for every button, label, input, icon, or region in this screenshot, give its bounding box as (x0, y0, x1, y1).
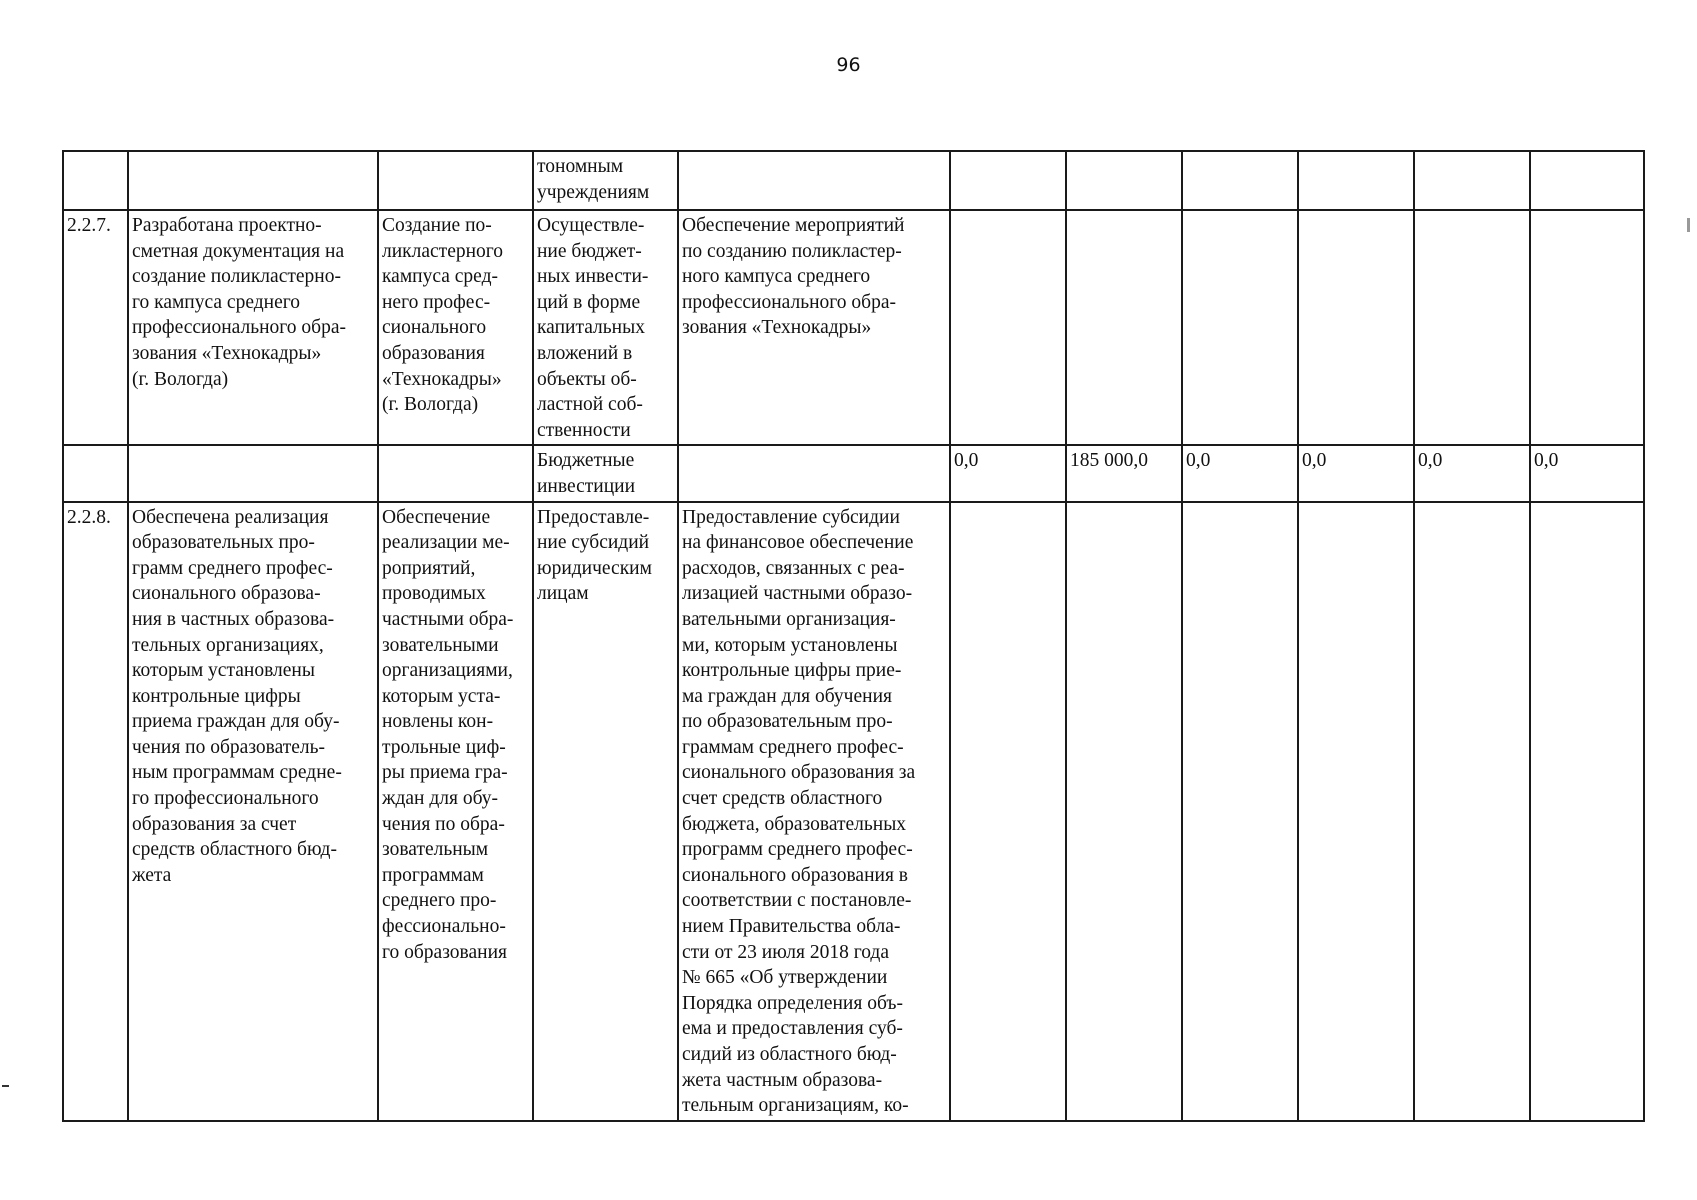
cell-direction: Осуществле- ние бюджет- ных инвести- ций в форме капитальных вложений в объекты об- ластной соб- ственности (533, 210, 678, 445)
cell-value (1414, 502, 1530, 1121)
right-margin-mark (1687, 218, 1690, 232)
cell-value: 0,0 (1414, 445, 1530, 501)
cell-measure: Предоставление субсидии на финансовое обеспечение расходов, связанных с реа- лизацией частными образо- вательными организация- ми, которым установлены контрольные цифры прие- ма граждан для обучения по образовательным про- граммам среднего профес- сионального образования за счет средств областного бюджета, образовательных программ среднего профес- сионального образования в соответствии с постановле- нием Правительства обла- сти от 23 июля 2018 года № 665 «Об утверждении Порядка определения объ- ема и предоставления суб- сидий из областного бюд- жета частным образова- тельным организациям, ко- (678, 502, 950, 1121)
cell-value (1182, 502, 1298, 1121)
table-row-budget-investments (63, 445, 1644, 501)
cell-number: 2.2.7. (63, 210, 128, 445)
cell-activity (378, 151, 533, 210)
cell-value: 0,0 (1298, 445, 1414, 501)
cell-direction: тономным учреждениям (533, 151, 678, 210)
cell-result: Обеспечена реализация образовательных про- грамм среднего профес- сионального образова- ния в частных образова- тельных организациях, которым установлены контрольные цифры приема граждан для обу- чения по образователь- ным программам средне- го профессионального образования за счет средств областного бюд- жета (128, 502, 378, 1121)
cell-result (128, 445, 378, 501)
cell-value (1066, 151, 1182, 210)
cell-value (1530, 502, 1644, 1121)
cell-activity: Обеспечение реализации ме- роприятий, проводимых частными обра- зовательными организациями, которым уста- новлены кон- трольные циф- ры приема гра- ждан для обу- чения по обра- зовательным программам среднего про- фессионально- го образования (378, 502, 533, 1121)
cell-result: Разработана проектно- сметная документация на создание поликластерно- го кампуса среднего профессионального обра- зования «Технокадры» (г. Вологда) (128, 210, 378, 445)
cell-value (1414, 210, 1530, 445)
cell-value (1298, 502, 1414, 1121)
cell-value (1066, 502, 1182, 1121)
cell-measure (678, 445, 950, 501)
cell-value (1066, 210, 1182, 445)
cell-value (950, 502, 1066, 1121)
cell-result (128, 151, 378, 210)
cell-measure (678, 151, 950, 210)
cell-activity: Создание по- ликластерного кампуса сред- него профес- сионального образования «Технокадры» (г. Вологда) (378, 210, 533, 445)
table-row-2-2-8 (63, 502, 1644, 1121)
cell-activity (378, 445, 533, 501)
cell-value (1414, 151, 1530, 210)
cell-value (1298, 210, 1414, 445)
table-row-continuation (63, 151, 1644, 210)
cell-value: 0,0 (1182, 445, 1298, 501)
cell-number: 2.2.8. (63, 502, 128, 1121)
cell-number (63, 151, 128, 210)
cell-value (1530, 151, 1644, 210)
cell-measure: Обеспечение мероприятий по созданию поликластер- ного кампуса среднего профессионального обра- зования «Технокадры» (678, 210, 950, 445)
cell-value (1182, 151, 1298, 210)
cell-direction: Бюджетные инвестиции (533, 445, 678, 501)
cell-value (1298, 151, 1414, 210)
cell-value (1530, 210, 1644, 445)
cell-direction: Предоставле- ние субсидий юридическим лицам (533, 502, 678, 1121)
cell-value (1182, 210, 1298, 445)
page-number: 96 (836, 54, 861, 76)
cell-value (950, 151, 1066, 210)
cell-value: 185 000,0 (1066, 445, 1182, 501)
cell-value: 0,0 (950, 445, 1066, 501)
cell-value (950, 210, 1066, 445)
cell-value: 0,0 (1530, 445, 1644, 501)
left-margin-mark (2, 1085, 9, 1087)
table-row-2-2-7 (63, 210, 1644, 445)
cell-number (63, 445, 128, 501)
budget-table (62, 150, 1645, 1122)
